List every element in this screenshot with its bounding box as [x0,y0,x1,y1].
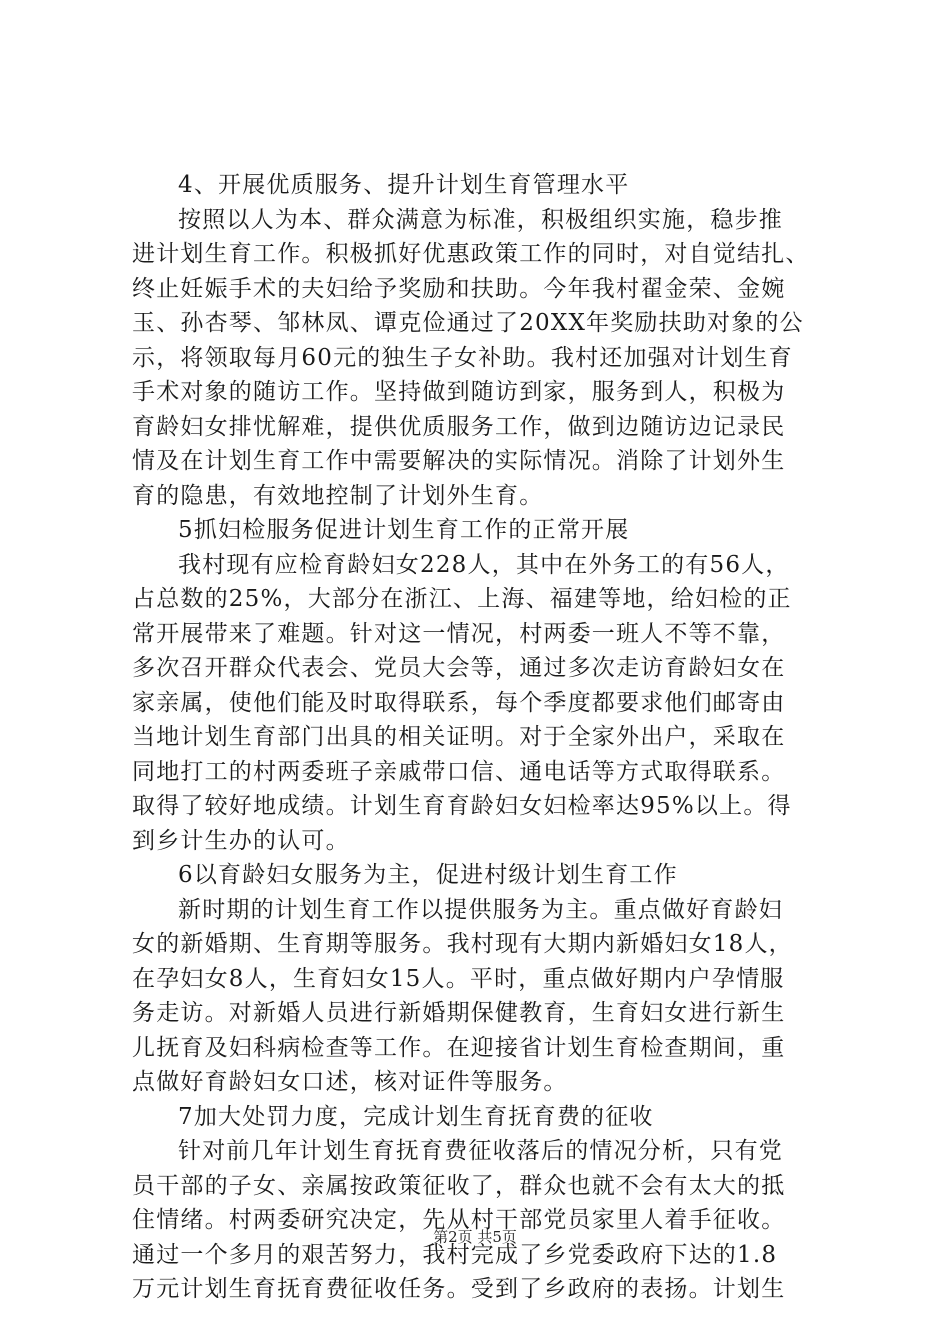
text-line: 7加大处罚力度，完成计划生育抚育费的征收 [178,1103,654,1130]
text-line: 育龄妇女排忧解难，提供优质服务工作，做到边随访边记录民 [132,413,786,440]
document-body [132,168,832,1307]
text-line: 当地计划生育部门出具的相关证明。对于全家外出户，采取在 [132,724,786,750]
text-line: 手术对象的随访工作。坚持做到随访到家，服务到人，积极为 [132,379,786,405]
text-line: 玉、孙杏琴、邹林凤、谭克俭通过了20XX年奖励扶助对象的公 [132,310,804,336]
text-line: 情及在计划生育工作中需要解决的实际情况。消除了计划外生 [132,448,786,474]
text-line: 4、开展优质服务、提升计划生育管理水平 [178,172,630,198]
text-line: 多次召开群众代表会、党员大会等，通过多次走访育龄妇女在 [132,655,786,681]
text-line: 我村现有应检育龄妇女228人，其中在外务工的有56人， [178,551,790,578]
text-line: 示，将领取每月60元的独生子女补助。我村还加强对计划生育 [132,344,793,371]
page-footer: 第2页 共5页 [433,1228,517,1246]
text-line: 常开展带来了难题。针对这一情况，村两委一班人不等不靠， [132,620,786,647]
text-line: 家亲属，使他们能及时取得联系，每个季度都要求他们邮寄由 [132,689,786,716]
text-line: 终止妊娠手术的夫妇给予奖励和扶助。今年我村翟金荣、金婉 [132,275,786,302]
text-line: 员干部的子女、亲属按政策征收了，群众也就不会有太大的抵 [132,1172,786,1199]
text-line: 5抓妇检服务促进计划生育工作的正常开展 [178,517,630,543]
text-line: 6以育龄妇女服务为主，促进村级计划生育工作 [178,862,678,888]
text-line: 取得了较好地成绩。计划生育育龄妇女妇检率达95%以上。得 [132,793,792,819]
text-line: 同地打工的村两委班子亲戚带口信、通电话等方式取得联系。 [132,758,786,785]
text-line: 进计划生育工作。积极抓好优惠政策工作的同时，对自觉结扎、 [132,241,810,267]
text-line: 育的隐患，有效地控制了计划外生育。 [132,482,544,509]
text-line: 住情绪。村两委研究决定，先从村干部党员家里人着手征收。 [132,1207,786,1233]
text-line: 占总数的25%，大部分在浙江、上海、福建等地，给妇检的正 [132,586,792,612]
text-line: 女的新婚期、生育期等服务。我村现有大期内新婚妇女18人， [132,931,793,957]
text-line: 儿抚育及妇科病检查等工作。在迎接省计划生育检查期间，重 [132,1034,786,1061]
text-line: 点做好育龄妇女口述，核对证件等服务。 [132,1069,568,1095]
text-line: 在孕妇女8人，生育妇女15人。平时，重点做好期内户孕情服 [132,965,785,992]
text-line: 务走访。对新婚人员进行新婚期保健教育，生育妇女进行新生 [132,1000,786,1026]
text-line: 针对前几年计划生育抚育费征收落后的情况分析，只有党 [178,1138,783,1164]
text-line: 通过一个多月的艰苦努力，我村完成了乡党委政府下达的1.8 [132,1241,778,1268]
text-line: 万元计划生育抚育费征收任务。受到了乡政府的表扬。计划生 [132,1276,786,1302]
text-line: 到乡计生办的认可。 [132,827,350,854]
text-line: 新时期的计划生育工作以提供服务为主。重点做好育龄妇 [178,896,783,923]
text-line: 按照以人为本、群众满意为标准，积极组织实施，稳步推 [178,206,783,233]
